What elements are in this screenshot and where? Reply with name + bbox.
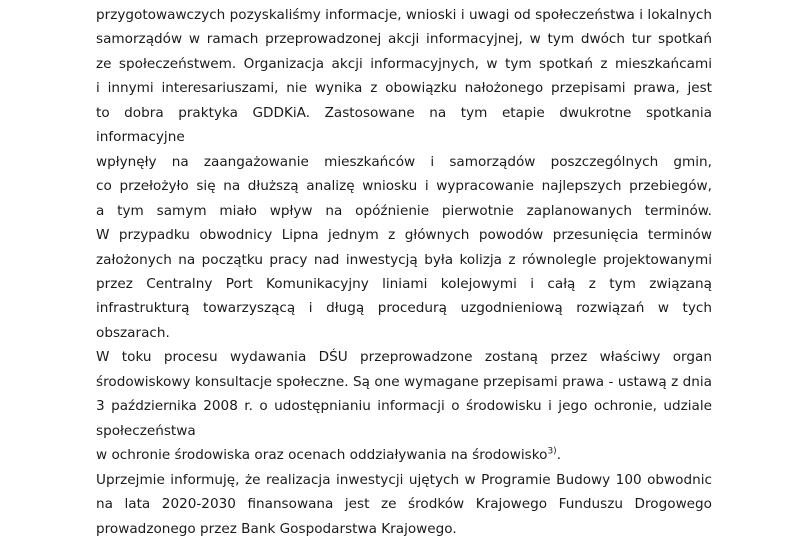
document-text-block xyxy=(96,3,712,541)
text-line: 3 października 2008 r. o udostępnianiu informacji o środowisku i jego ochronie, udziale xyxy=(96,398,712,415)
text-line: przygotowawczych pozyskaliśmy informacje, wnioski i uwagi od społeczeństwa i lokalnych xyxy=(96,7,712,23)
text-line-with-footnote xyxy=(96,443,712,467)
text-line: wpłynęły na zaangażowanie mieszkańców i samorządów poszczególnych gmin, xyxy=(96,153,712,170)
footnote-ref: 3) xyxy=(547,446,557,457)
line-text-tail: . xyxy=(556,447,562,464)
text-line: Uprzejmie informuję, że realizacja inwestycji ujętych w Programie Budowy 100 obwodnic xyxy=(96,471,712,488)
line-text: w ochronie środowiska oraz ocenach oddziaływania na środowisko xyxy=(96,447,548,464)
text-line: założonych na początku pracy nad inwestycją była kolizja z równolegle projektowanymi xyxy=(96,251,712,268)
text-line: a tym samym miało wpływ na opóźnienie pierwotnie zaplanowanych terminów. xyxy=(96,202,712,219)
text-line: to dobra praktyka GDDKiA. Zastosowane na tym etapie dwukrotne spotkania informacyjne xyxy=(96,104,712,146)
text-line: przez Centralny Port Komunikacyjny liniami kolejowymi i całą z tym związaną xyxy=(96,275,712,292)
text-line: W toku procesu wydawania DŚU przeprowadzone zostaną przez właściwy organ xyxy=(96,349,712,366)
text-line: infrastrukturą towarzyszącą i długą procedurą uzgodnieniową rozwiązań w tych obszarach. xyxy=(96,300,712,341)
text-line: społeczeństwa xyxy=(96,422,196,439)
text-line: środowiskowy konsultacje społeczne. Są one wymagane przepisami prawa - ustawą z dnia xyxy=(96,373,712,390)
text-line: i innymi interesariuszami, nie wynika z obowiązku nałożonego przepisami prawa, jest xyxy=(96,80,712,97)
text-line: samorządów w ramach przeprowadzonej akcji informacyjnej, w tym dwóch tur spotkań xyxy=(96,31,712,48)
text-line: na lata 2020-2030 finansowana jest ze środków Krajowego Funduszu Drogowego xyxy=(96,496,712,513)
text-line: prowadzonego przez Bank Gospodarstwa Krajowego. xyxy=(96,520,457,537)
text-line: co przełożyło się na dłuższą analizę wniosku i wypracowanie najlepszych przebiegów, xyxy=(96,178,712,195)
text-line: W przypadku obwodnicy Lipna jednym z głównych powodów przesunięcia terminów xyxy=(96,227,712,244)
text-line: ze społeczeństwem. Organizacja akcji informacyjnych, w tym spotkań z mieszkańcami xyxy=(96,55,712,72)
